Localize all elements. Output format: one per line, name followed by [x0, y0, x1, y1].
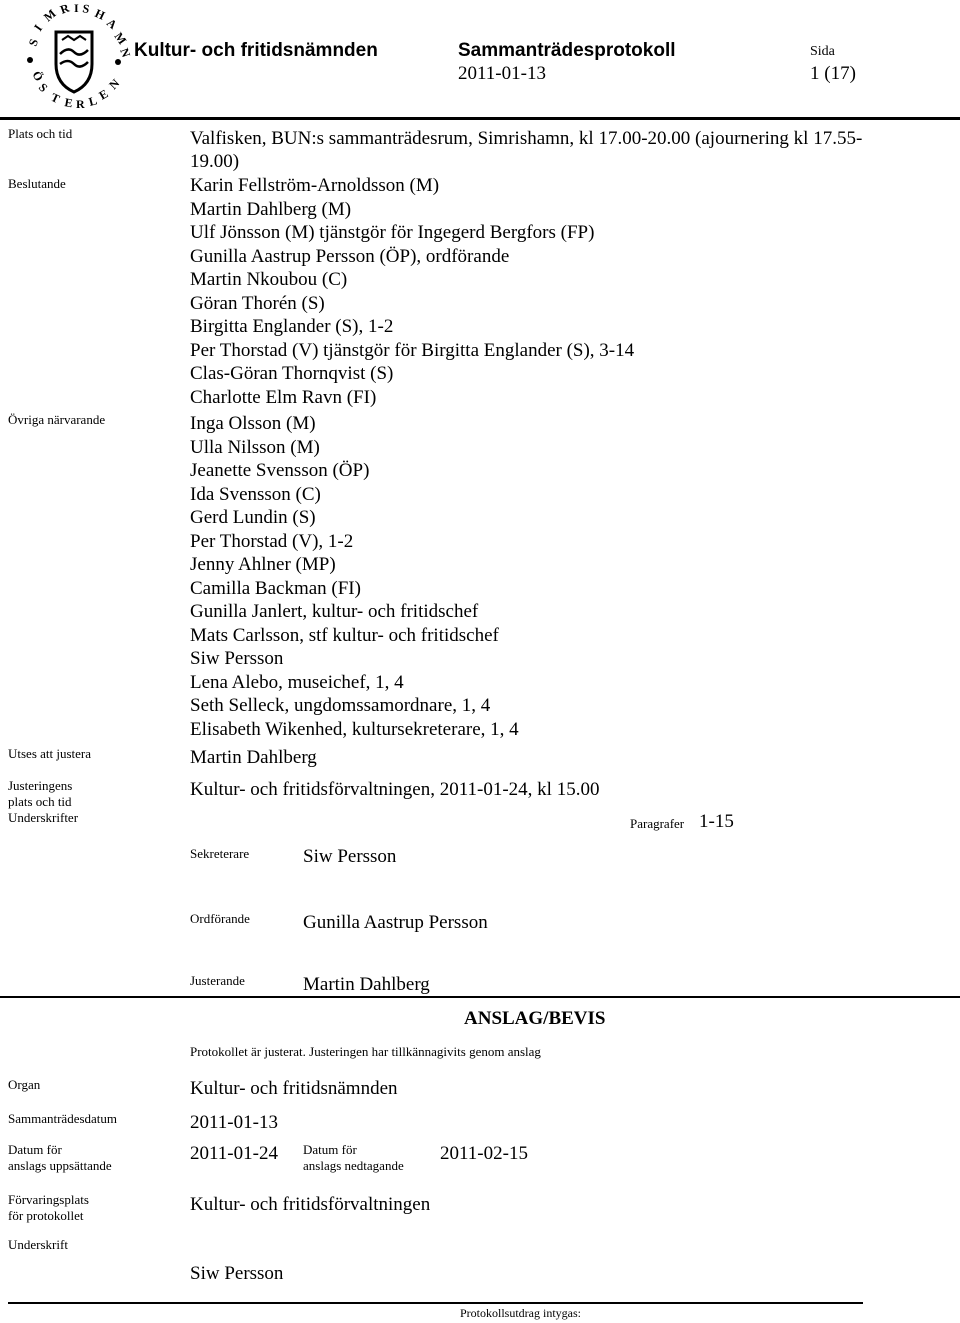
list-item: Ulf Jönsson (M) tjänstgör för Ingegerd Bergfors (FP) [190, 222, 595, 243]
adjustment-place-label-line-1: Justeringens [8, 778, 73, 793]
svg-text:R: R [76, 97, 85, 111]
list-item: Charlotte Elm Ravn (FI) [190, 386, 377, 408]
list-item: Martin Nkoubou (C) [190, 269, 348, 290]
svg-text:A: A [104, 15, 120, 32]
others-present-list [190, 412, 519, 741]
municipal-seal-logo [18, 0, 134, 114]
adjuster-label: Utses att justera [8, 746, 92, 761]
header-organization: Kultur- och fritidsnämnden [134, 40, 378, 61]
adjuster-name: Martin Dahlberg [190, 747, 317, 768]
list-item: Elisabeth Wikenhed, kultursekreterare, 1, 4 [190, 718, 519, 740]
place-and-time-line-1: Valfisken, BUN:s sammanträdesrum, Simrishamn, kl 17.00-20.00 (ajournering kl 17.55- [190, 128, 863, 149]
list-item: Siw Persson [190, 648, 284, 669]
chair-label: Ordförande [190, 911, 250, 926]
svg-text:S: S [81, 1, 91, 17]
signatures-label: Underskrifter [8, 810, 79, 825]
list-item: Camilla Backman (FI) [190, 577, 361, 599]
list-item: Ida Svensson (C) [190, 483, 321, 505]
svg-text:M: M [40, 6, 59, 25]
adjusting-label: Justerande [190, 973, 245, 988]
removed-date-label-line-1: Datum för [303, 1142, 357, 1157]
svg-text:T: T [48, 90, 62, 107]
svg-text:E: E [96, 86, 111, 103]
removed-date-label-line-2: anslags nedtagande [303, 1158, 404, 1173]
header-divider [0, 117, 960, 120]
organ-value: Kultur- och fritidsnämnden [190, 1078, 398, 1099]
adjusting-name: Martin Dahlberg [303, 974, 430, 995]
posted-date-label-line-1: Datum för [8, 1142, 62, 1157]
list-item: Martin Dahlberg (M) [190, 198, 352, 220]
list-item: Seth Selleck, ungdomssamordnare, 1, 4 [190, 695, 491, 716]
posted-date-label-line-2: anslags uppsättande [8, 1158, 112, 1173]
secretary-name: Siw Persson [303, 846, 397, 867]
storage-label-line-1: Förvaringsplats [8, 1192, 89, 1207]
signature-value: Siw Persson [190, 1263, 284, 1284]
list-item: Ulla Nilsson (M) [190, 436, 320, 458]
list-item: Göran Thorén (S) [190, 292, 325, 314]
removed-date-label [303, 1142, 404, 1174]
list-item: Gunilla Aastrup Persson (ÖP), ordförande [190, 245, 510, 267]
svg-text:H: H [92, 6, 108, 23]
posted-date-value: 2011-01-24 [190, 1143, 278, 1164]
notice-statement: Protokollet är justerat. Justeringen har tillkännagivits genom anslag [190, 1044, 541, 1059]
notice-title: ANSLAG/BEVIS [464, 1008, 606, 1029]
paragraphs-value: 1-15 [699, 811, 734, 832]
adjustment-place-label [8, 778, 72, 810]
paragraphs-label: Paragrafer [630, 816, 685, 831]
notice-divider [0, 996, 960, 998]
signature-label: Underskrift [8, 1237, 68, 1252]
svg-text:I: I [74, 1, 79, 15]
svg-text:I: I [30, 21, 46, 34]
list-item: Karin Fellström-Arnoldsson (M) [190, 175, 440, 196]
organ-label: Organ [8, 1077, 41, 1092]
header-document-type: Sammanträdesprotokoll [458, 40, 676, 61]
signature-line [8, 1302, 863, 1304]
list-item: Clas-Göran Thornqvist (S) [190, 363, 394, 384]
list-item: Per Thorstad (V), 1-2 [190, 530, 354, 552]
chair-name: Gunilla Aastrup Persson [303, 912, 488, 933]
list-item: Jenny Ahlner (MP) [190, 554, 336, 575]
deciding-members-list [190, 174, 634, 409]
posted-date-label [8, 1142, 112, 1174]
list-item: Inga Olsson (M) [190, 413, 316, 434]
svg-text:N: N [117, 46, 134, 60]
svg-text:E: E [63, 95, 74, 111]
place-and-time-line-2: 19.00) [190, 151, 240, 172]
meeting-date-label: Sammanträdesdatum [8, 1111, 118, 1126]
list-item: Jeanette Svensson (ÖP) [190, 460, 370, 481]
place-and-time-label: Plats och tid [8, 126, 73, 141]
storage-value: Kultur- och fritidsförvaltningen [190, 1194, 431, 1215]
removed-date-value: 2011-02-15 [440, 1143, 528, 1164]
svg-text:M: M [111, 29, 130, 48]
storage-label [8, 1192, 89, 1224]
svg-text:L: L [87, 93, 99, 109]
adjustment-place-label-line-2: plats och tid [8, 794, 72, 809]
deciding-members-label: Beslutande [8, 176, 66, 191]
list-item: Per Thorstad (V) tjänstgör för Birgitta Englander (S), 3-14 [190, 339, 635, 361]
svg-text:S: S [35, 80, 51, 95]
svg-text:R: R [58, 0, 72, 17]
certified-label: Protokollsutdrag intygas: [460, 1306, 581, 1320]
storage-label-line-2: för protokollet [8, 1208, 84, 1223]
header-date: 2011-01-13 [458, 63, 546, 84]
svg-text:N: N [106, 76, 123, 93]
list-item: Birgitta Englander (S), 1-2 [190, 316, 394, 337]
secretary-label: Sekreterare [190, 846, 250, 861]
svg-text:S: S [25, 36, 42, 49]
list-item: Gunilla Janlert, kultur- och fritidschef [190, 601, 479, 622]
meeting-date-value: 2011-01-13 [190, 1112, 278, 1133]
list-item: Mats Carlsson, stf kultur- och fritidschef [190, 624, 499, 646]
header-page-label: Sida [810, 44, 835, 59]
list-item: Lena Alebo, museichef, 1, 4 [190, 671, 404, 693]
adjustment-place-value: Kultur- och fritidsförvaltningen, 2011-01-24, kl 15.00 [190, 779, 600, 800]
others-present-label: Övriga närvarande [8, 412, 106, 427]
list-item: Gerd Lundin (S) [190, 507, 316, 528]
svg-text:Ö: Ö [29, 68, 47, 84]
header-page-number: 1 (17) [810, 63, 856, 84]
